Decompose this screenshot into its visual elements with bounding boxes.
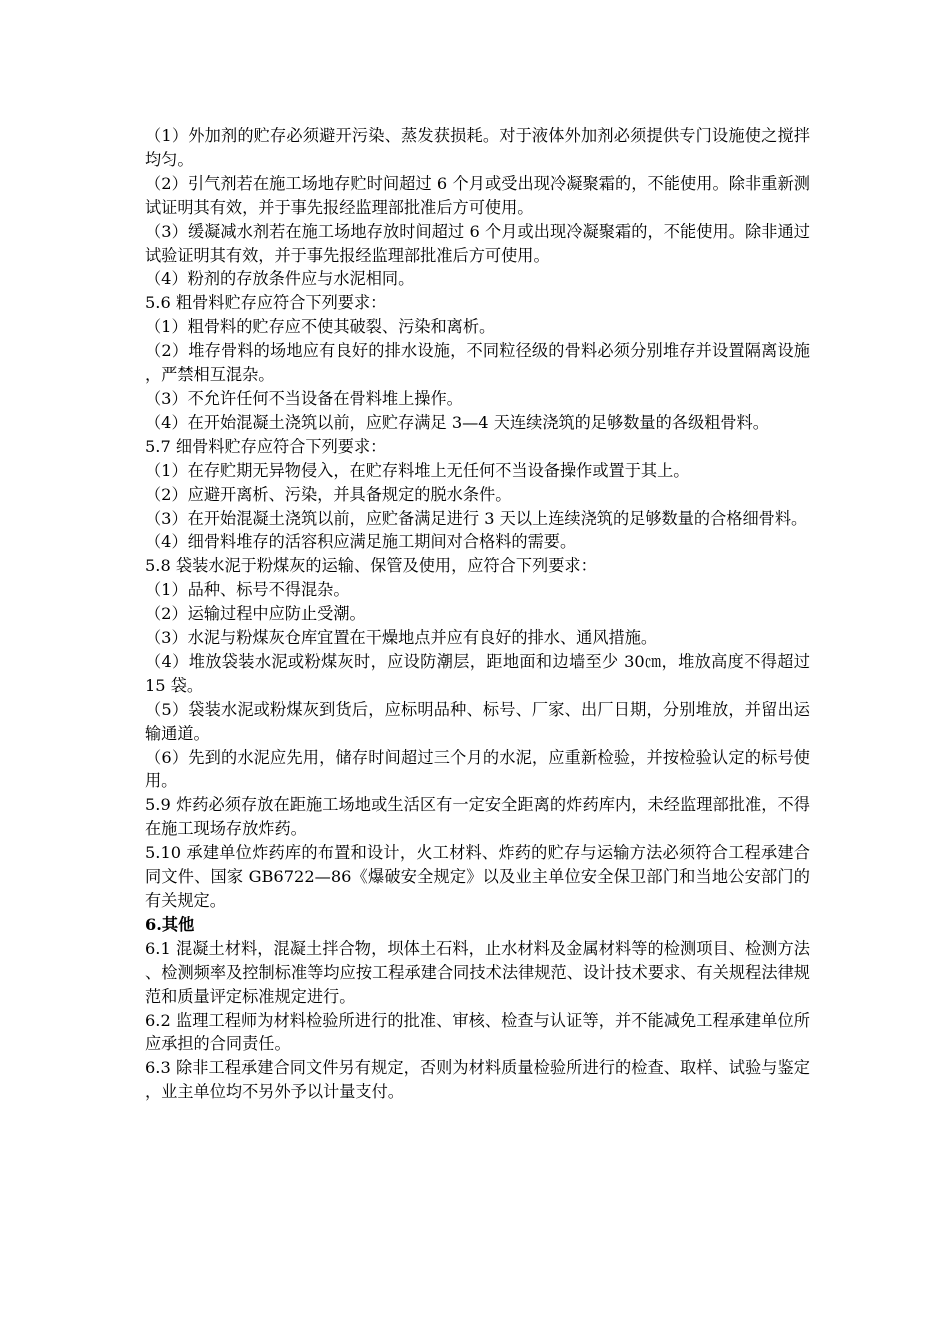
section-6-1: 6.1 混凝土材料，混凝土拌合物，坝体土石料，止水材料及金属材料等的检测项目、检测方法、检测频率及控制标准等均应按工程承建合同技术法律规范、设计技术要求、有关规程法律规范和质量评定标准规定进行。 xyxy=(145,938,810,1006)
section-5-7-title: 5.7 细骨料贮存应符合下列要求： xyxy=(145,436,387,456)
section-6-3: 6.3 除非工程承建合同文件另有规定，否则为材料质量检验所进行的检查、取样、试验与鉴定，业主单位均不另外予以计量支付。 xyxy=(145,1058,810,1102)
paragraph: （4）粉剂的存放条件应与水泥相同。 xyxy=(145,269,415,289)
paragraph: （6）先到的水泥应先用，储存时间超过三个月的水泥，应重新检验，并按检验认定的标号使用。 xyxy=(145,747,810,791)
paragraph: （1）在存贮期无异物侵入，在贮存料堆上无任何不当设备操作或置于其上。 xyxy=(145,460,690,480)
section-5-9: 5.9 炸药必须存放在距施工场地或生活区有一定安全距离的炸药库内，未经监理部批准，不得在施工现场存放炸药。 xyxy=(145,795,810,839)
paragraph: （5）袋装水泥或粉煤灰到货后，应标明品种、标号、厂家、出厂日期，分别堆放，并留出运输通道。 xyxy=(145,699,810,743)
paragraph: （1）外加剂的贮存必须避开污染、蒸发获损耗。对于液体外加剂必须提供专门设施使之搅拌均匀。 xyxy=(145,126,810,169)
paragraph: （1）品种、标号不得混杂。 xyxy=(145,580,350,600)
document-page xyxy=(145,124,810,1104)
section-5-6-title: 5.6 粗骨料贮存应符合下列要求： xyxy=(145,293,387,313)
paragraph: （4）在开始混凝土浇筑以前，应贮存满足 3—4 天连续浇筑的足够数量的各级粗骨料。 xyxy=(145,412,769,432)
paragraph: （3）水泥与粉煤灰仓库宜置在干燥地点并应有良好的排水、通风措施。 xyxy=(145,628,658,648)
paragraph: （4）堆放袋装水泥或粉煤灰时，应设防潮层，距地面和边墙至少 30㎝，堆放高度不得超过 15 袋。 xyxy=(145,651,810,695)
paragraph: （2）堆存骨料的场地应有良好的排水设施，不同粒径级的骨料必须分别堆存并设置隔离设施，严禁相互混杂。 xyxy=(145,341,810,385)
section-5-10: 5.10 承建单位炸药库的布置和设计，火工材料、炸药的贮存与运输方法必须符合工程承建合同文件、国家 GB6722—86《爆破安全规定》以及业主单位安全保卫部门和当地公安部门的有关规定。 xyxy=(145,843,810,910)
paragraph: （1）粗骨料的贮存应不使其破裂、污染和离析。 xyxy=(145,317,496,337)
paragraph: （3）缓凝减水剂若在施工场地存放时间超过 6 个月或出现冷凝聚霜的，不能使用。除非通过试验证明其有效，并于事先报经监理部批准后方可使用。 xyxy=(145,221,810,265)
paragraph: （3）在开始混凝土浇筑以前，应贮备满足进行 3 天以上连续浇筑的足够数量的合格细骨料。 xyxy=(145,508,808,528)
paragraph: （2）引气剂若在施工场地存贮时间超过 6 个月或受出现冷凝聚霜的，不能使用。除非重新测试证明其有效，并于事先报经监理部批准后方可使用。 xyxy=(145,173,810,217)
section-6-heading: 6.其他 xyxy=(145,914,195,934)
paragraph: （3）不允许任何不当设备在骨料堆上操作。 xyxy=(145,388,463,408)
paragraph: （2）应避开离析、污染，并具备规定的脱水条件。 xyxy=(145,484,512,504)
section-5-8-title: 5.8 袋装水泥于粉煤灰的运输、保管及使用，应符合下列要求： xyxy=(145,556,597,576)
paragraph: （2）运输过程中应防止受潮。 xyxy=(145,604,366,624)
paragraph: （4）细骨料堆存的活容积应满足施工期间对合格料的需要。 xyxy=(145,532,577,552)
section-6-2: 6.2 监理工程师为材料检验所进行的批准、审核、检查与认证等，并不能减免工程承建单位所应承担的合同责任。 xyxy=(145,1010,810,1054)
